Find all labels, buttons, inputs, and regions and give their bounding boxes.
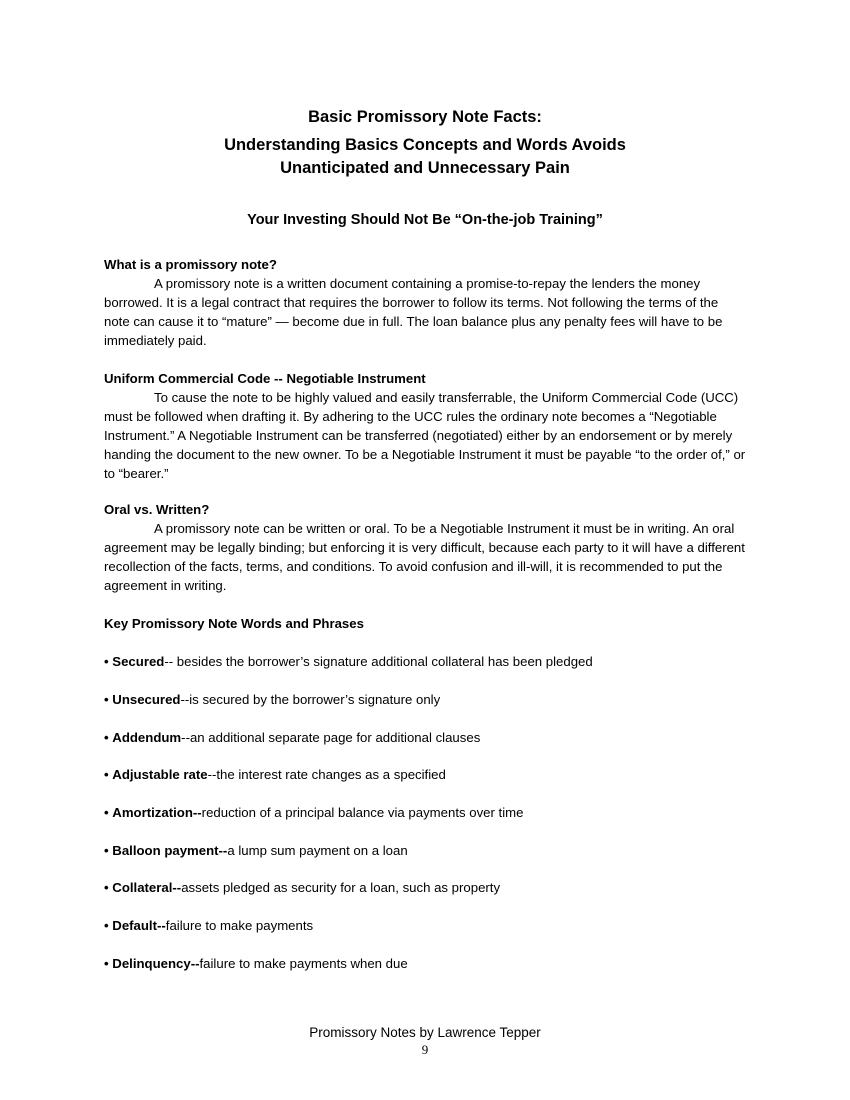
term-name: Addendum: [112, 730, 182, 745]
title-line-1: Basic Promissory Note Facts:: [308, 108, 542, 126]
title-line-3: Unanticipated and Unnecessary Pain: [280, 159, 570, 177]
bullet-icon: •: [104, 918, 109, 933]
footer-text: Promissory Notes by Lawrence Tepper: [309, 1025, 541, 1040]
term-name: Unsecured: [112, 692, 181, 707]
bullet-icon: •: [104, 767, 109, 782]
section-oral-vs-written: [104, 500, 746, 595]
term-definition: --an additional separate page for additional clauses: [181, 730, 481, 745]
term-name: Collateral--: [112, 880, 182, 895]
term-item: [104, 841, 746, 860]
term-definition: -- besides the borrower’s signature additional collateral has been pledged: [164, 654, 593, 669]
term-definition: --the interest rate changes as a specified: [207, 767, 446, 782]
term-name: Amortization--: [112, 805, 202, 820]
section-what-is-note: [104, 255, 746, 350]
section-ucc: [104, 369, 746, 483]
term-name: Secured: [112, 654, 165, 669]
term-item: [104, 916, 746, 935]
term-name: Default--: [112, 918, 166, 933]
section-body: A promissory note can be written or oral. To be a Negotiable Instrument it must be in writing. An oral agreement may be legally binding; but enforcing it is very difficult, because each party to it will have a different recollection of the facts, terms, and conditions. To avoid confusion and ill-will, it is recommended to put the agreement in writing.: [104, 521, 745, 593]
term-item: [104, 728, 746, 747]
section-heading: What is a promissory note?: [104, 257, 277, 272]
section-body: To cause the note to be highly valued and easily transferrable, the Uniform Commercial Code (UCC) must be followed when drafting it. By adhering to the UCC rules the ordinary note becomes a “Negotiable Instrument.” A Negotiable Instrument can be transferred (negotiated) either by an endorsement or by merely handing the document to the new owner. To be a Negotiable Instrument it must be payable “to the order of,” or to “bearer.”: [104, 390, 746, 481]
bullet-icon: •: [104, 730, 109, 745]
term-item: [104, 803, 746, 822]
key-terms-heading: Key Promissory Note Words and Phrases: [104, 616, 364, 631]
term-definition: reduction of a principal balance via payments over time: [201, 805, 524, 820]
term-name: Adjustable rate: [112, 767, 208, 782]
term-definition: a lump sum payment on a loan: [227, 843, 408, 858]
section-heading: Oral vs. Written?: [104, 502, 210, 517]
term-definition: failure to make payments when due: [199, 956, 408, 971]
term-name: Balloon payment--: [112, 843, 228, 858]
bullet-icon: •: [104, 880, 109, 895]
bullet-icon: •: [104, 654, 109, 669]
term-definition: failure to make payments: [165, 918, 314, 933]
bullet-icon: •: [104, 805, 109, 820]
bullet-icon: •: [104, 692, 109, 707]
bullet-icon: •: [104, 843, 109, 858]
term-item: [104, 878, 746, 897]
term-item: [104, 690, 746, 709]
term-item: [104, 954, 746, 973]
subtitle: Your Investing Should Not Be “On-the-job Training”: [247, 212, 603, 228]
bullet-icon: •: [104, 956, 109, 971]
term-definition: assets pledged as security for a loan, such as property: [181, 880, 501, 895]
term-definition: --is secured by the borrower’s signature only: [180, 692, 441, 707]
title-line-2: Understanding Basics Concepts and Words Avoids: [224, 136, 626, 154]
section-body: A promissory note is a written document containing a promise-to-repay the lenders the money borrowed. It is a legal contract that requires the borrower to follow its terms. Not following the terms of the note can cause it to “mature” — become due in full. The loan balance plus any penalty fees will have to be immediately paid.: [104, 276, 723, 348]
term-name: Delinquency--: [112, 956, 200, 971]
section-heading: Uniform Commercial Code -- Negotiable Instrument: [104, 371, 426, 386]
term-item: [104, 765, 746, 784]
term-item: [104, 652, 746, 671]
page-number: 9: [421, 1042, 429, 1057]
